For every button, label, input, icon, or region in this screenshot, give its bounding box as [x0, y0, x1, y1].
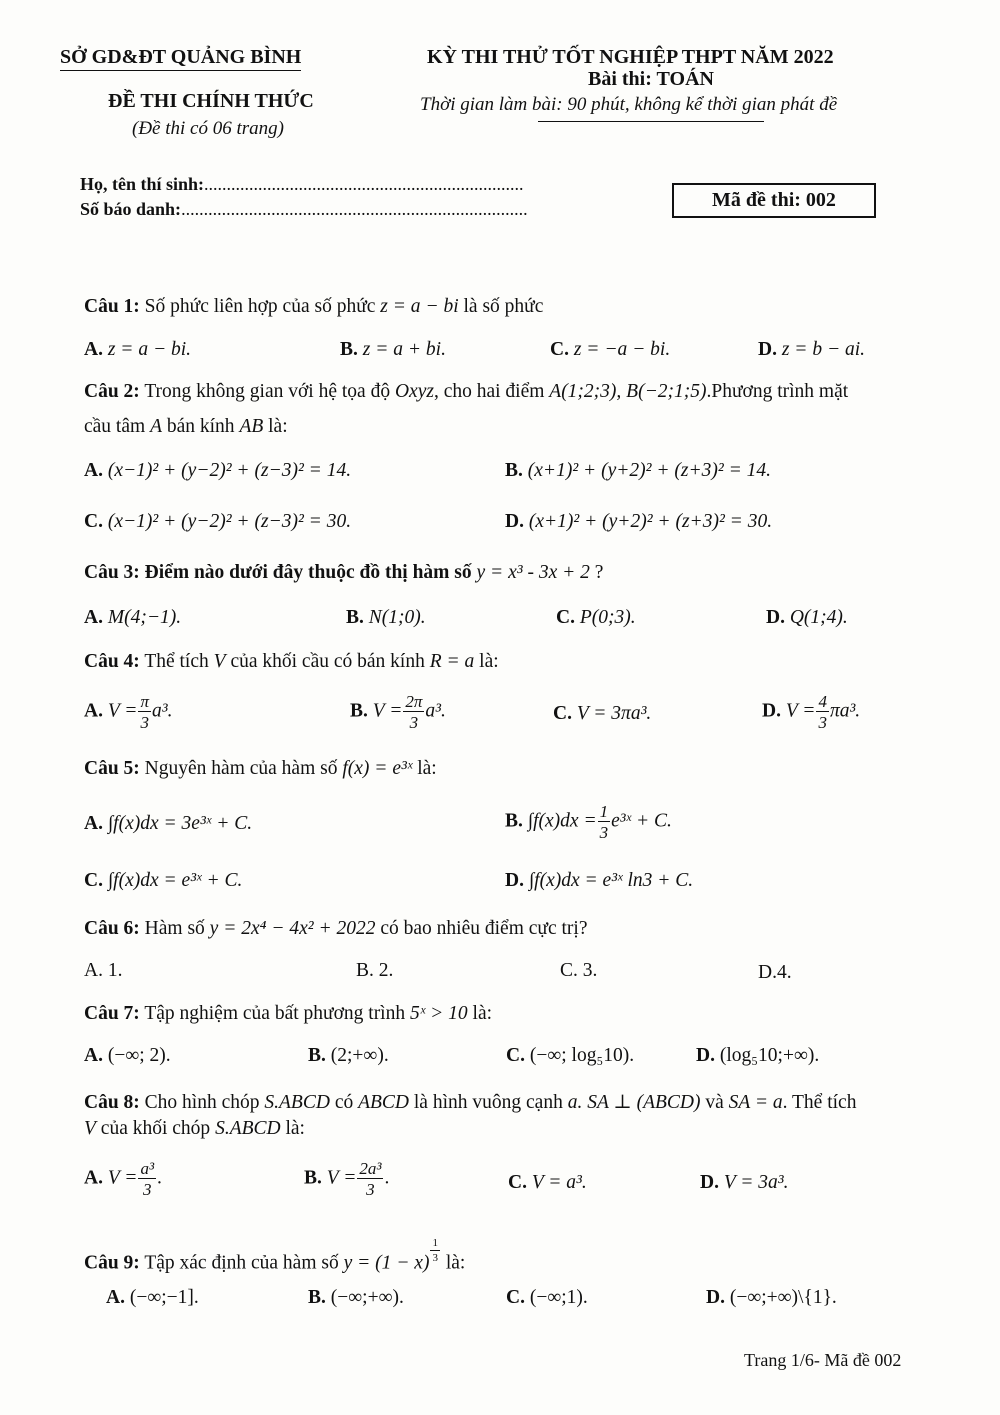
divider-line: [538, 121, 764, 122]
candidate-id-label: Số báo danh:: [80, 199, 182, 219]
q4-option-a: A. V = $\frac{\pi}{3}$ a³.: [84, 692, 173, 732]
q4-option-d: D. V = $\frac{4}{3}$ πa³.: [762, 692, 861, 732]
q3-option-b: B. N(1;0).: [346, 607, 426, 628]
question-8: Câu 8: Cho hình chóp S.ABCD có ABCD là hình vuông cạnh a. SA ⊥ (ABCD) và SA = a. Thể tích: [84, 1092, 857, 1113]
time-note: Thời gian làm bài: 90 phút, không kể thời gian phát đề: [420, 94, 838, 115]
exam-title: KỲ THI THỬ TỐT NGHIỆP THPT NĂM 2022: [427, 46, 834, 68]
question-6: Câu 6: Hàm số y = 2x⁴ − 4x² + 2022 có bao nhiêu điểm cực trị?: [84, 918, 588, 939]
question-1: [84, 296, 543, 318]
q5-option-c: C. ∫f(x)dx = e³ˣ + C.: [84, 870, 243, 891]
q6-option-b: B. 2.: [356, 960, 394, 981]
candidate-name-line: [80, 174, 524, 195]
q2-option-c: C. (x−1)² + (y−2)² + (z−3)² = 30.: [84, 511, 352, 532]
question-3: Câu 3: Điểm nào dưới đây thuộc đồ thị hàm số y = x³ - 3x + 2 ?: [84, 562, 604, 583]
q3-option-c: C. P(0;3).: [556, 607, 636, 628]
q9-option-a: A. (−∞;−1].: [106, 1287, 199, 1308]
candidate-name-dots: .......................................................................: [204, 174, 524, 194]
official-exam-label: ĐỀ THI CHÍNH THỨC: [108, 90, 314, 112]
q8-option-b: B. V = $\frac{\text{2a³}}{3}$ .: [304, 1159, 390, 1199]
q4-option-c: C. V = 3πa³.: [553, 703, 652, 724]
q5-option-d: D. ∫f(x)dx = e³ˣ ln3 + C.: [505, 870, 694, 891]
question-7: Câu 7: Tập nghiệm của bất phương trình 5ˣ > 10 là:: [84, 1003, 493, 1024]
question-5: Câu 5: Nguyên hàm của hàm số f(x) = e³ˣ là:: [84, 758, 437, 779]
q3-option-d: D. Q(1;4).: [766, 607, 848, 628]
question-tail: là số phức: [463, 296, 544, 317]
candidate-name-label: Họ, tên thí sinh:: [80, 174, 205, 194]
department-name: SỞ GD&ĐT QUẢNG BÌNH: [60, 46, 301, 71]
q1-option-a: A. z = a − bi.: [84, 339, 192, 360]
q2-option-b: B. (x+1)² + (y+2)² + (z+3)² = 14.: [505, 460, 771, 481]
question-stem: Số phức liên hợp của số phức: [144, 296, 376, 317]
question-2: Câu 2: Trong không gian với hệ tọa độ Oxyz, cho hai điểm A(1;2;3), B(−2;1;5).Phương trình mặt: [84, 381, 849, 402]
q1-option-b: B. z = a + bi.: [340, 339, 446, 360]
q8-option-d: D. V = 3a³.: [700, 1172, 789, 1193]
q7-option-a: A. (−∞; 2).: [84, 1045, 171, 1066]
q7-option-b: B. (2;+∞).: [308, 1045, 389, 1066]
q1-option-d: D. z = b − ai.: [758, 339, 866, 360]
candidate-id-dots: .............................................................................: [181, 199, 528, 219]
q5-option-a: A. ∫f(x)dx = 3e³ˣ + C.: [84, 813, 253, 834]
question-math: z = a − bi: [380, 296, 459, 317]
q5-option-b: B. ∫f(x)dx = $\frac{1}{3}$ e³ˣ + C.: [505, 802, 672, 842]
page-count-note: (Đề thi có 06 trang): [132, 118, 284, 139]
q7-option-c: C. (−∞; log₅10).: [506, 1045, 635, 1066]
q9-option-d: D. (−∞;+∞)\{1}.: [706, 1287, 837, 1308]
subject-title: Bài thi: TOÁN: [588, 68, 714, 90]
exam-code-box: Mã đề thi: 002: [672, 183, 876, 218]
q9-option-b: B. (−∞;+∞).: [308, 1287, 404, 1308]
q6-option-a: A. 1.: [84, 960, 123, 981]
q3-option-a: A. M(4;−1).: [84, 607, 182, 628]
q2-option-d: D. (x+1)² + (y+2)² + (z+3)² = 30.: [505, 511, 773, 532]
q9-option-c: C. (−∞;1).: [506, 1287, 588, 1308]
q8-option-a: A. V = $\frac{\text{a³}}{3}$ .: [84, 1159, 162, 1199]
q2-option-a: A. (x−1)² + (y−2)² + (z−3)² = 14.: [84, 460, 352, 481]
q4-option-b: B. V = $\frac{2\pi}{3}$ a³.: [350, 692, 446, 732]
question-4: Câu 4: Thể tích V của khối cầu có bán kính R = a là:: [84, 651, 499, 672]
candidate-id-line: [80, 199, 528, 220]
q8-option-c: C. V = a³.: [508, 1172, 587, 1193]
q7-option-d: D. (log₅10;+∞).: [696, 1045, 820, 1066]
question-8-line2: V của khối chóp S.ABCD là:: [84, 1118, 305, 1139]
question-2-line2: cầu tâm A bán kính AB là:: [84, 416, 288, 437]
q1-option-c: C. z = −a − bi.: [550, 339, 671, 360]
page-footer: Trang 1/6- Mã đề 002: [744, 1350, 902, 1370]
q6-option-c: C. 3.: [560, 960, 598, 981]
question-number: Câu 1:: [84, 296, 140, 317]
question-9: Câu 9: Tập xác định của hàm số y = (1 − x) $\frac{1}{3}$ là:: [84, 1237, 466, 1274]
q6-option-d: D.4.: [758, 962, 792, 983]
